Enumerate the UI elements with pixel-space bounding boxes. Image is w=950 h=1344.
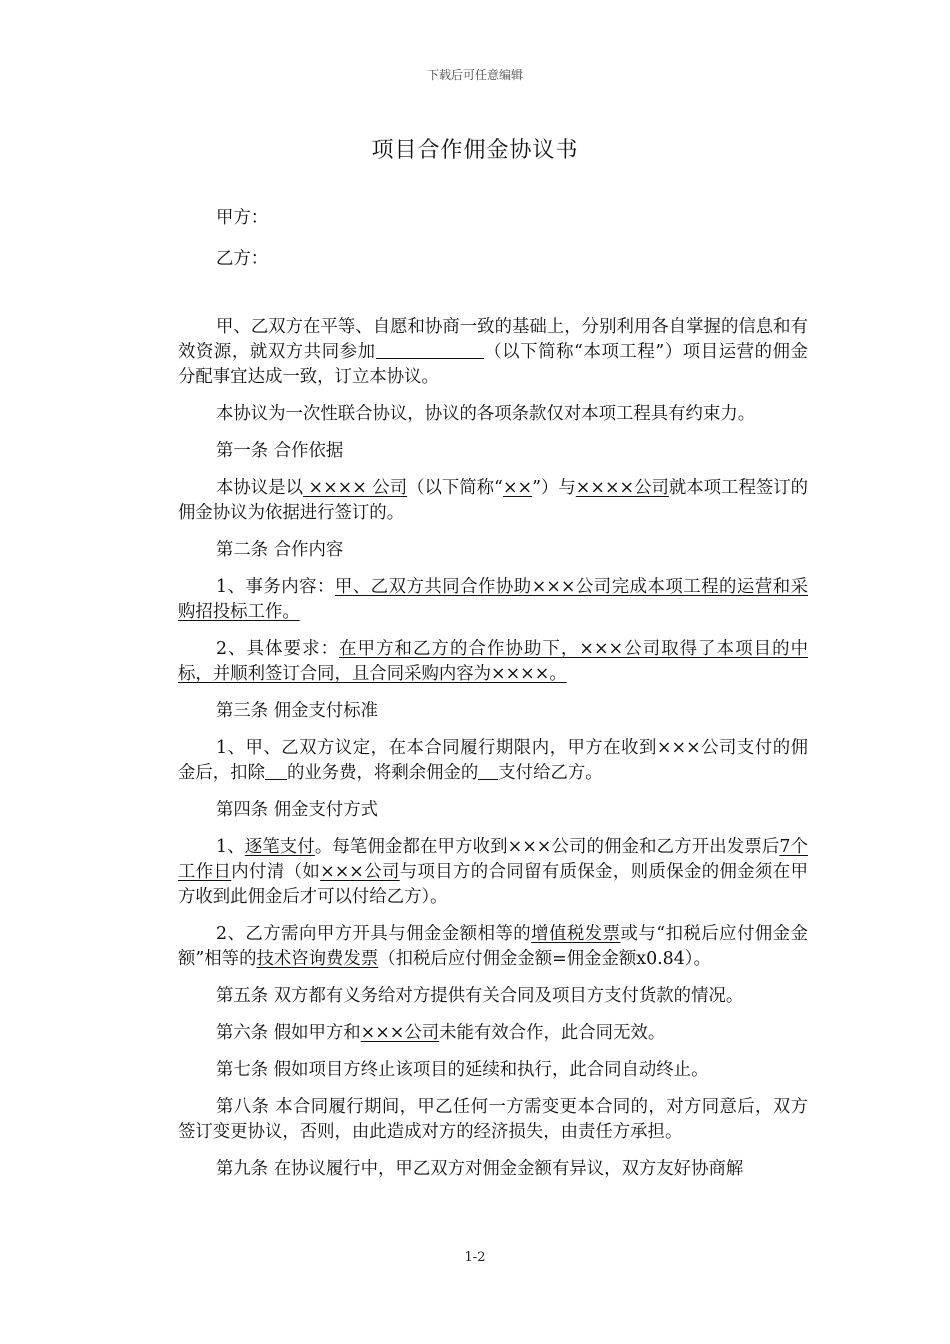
article-3-item-1 [178,736,808,786]
article-7: 第七条 假如项目方终止该项目的延续和执行，此合同自动终止。 [216,1060,709,1080]
art3-text-3: 支付给乙方。 [498,763,603,783]
article-2-heading: 第二条 合作内容 [216,540,344,560]
art4-item1-company: ×××公司 [320,862,400,882]
art4-item1-deadline: 7个工作日 [178,837,808,882]
intro-paragraph [178,315,808,390]
art1-text-2: （以下简称“ [407,478,503,498]
article-2-item-2 [178,637,808,687]
art2-item1-content: 甲、乙双方共同合作协助×××公司完成本项工程的运营和采购招投标工作。 [178,577,808,622]
art1-text-3: ”）与 [532,478,576,498]
project-name-blank [376,340,484,359]
page-header: 下载后可任意编辑 [426,68,523,82]
art4-item2-consulting-invoice: 技术咨询费发票 [256,949,379,969]
share-percent-blank [478,761,498,780]
article-5: 第五条 双方都有义务给对方提供有关合同及项目方支付货款的情况。 [216,986,744,1006]
party-b-label: 乙方： [216,249,269,269]
art1-text-1: 本协议是以 [216,478,303,498]
article-2-item-1 [178,575,808,625]
art1-short-name: ×× [502,478,533,498]
art4-item1-text-3: 内付清（如 [231,862,321,882]
intro-text-1: 甲、乙双方在平等、自愿和协商一致的基础上，分别利用各自掌握的信息和有效资源，就双方共同参加 [178,317,808,362]
article-4-heading: 第四条 佣金支付方式 [216,800,379,820]
art3-text-1: 1、甲、乙双方议定，在本合同履行期限内，甲方在收到×××公司支付的佣金后，扣除 [178,738,808,783]
art4-item1-text-2: 。每笔佣金都在甲方收到×××公司的佣金和乙方开出发票后 [314,837,780,857]
party-a-label: 甲方： [216,208,269,228]
document-body [178,206,808,1194]
article-4-item-1 [178,835,808,910]
article-3-heading: 第三条 佣金支付标准 [216,701,379,721]
art4-item2-text-3: （扣税后应付佣金金额=佣金金额x0.84）。 [378,949,711,969]
article-9: 第九条 在协议履行中，甲乙双方对佣金金额有异议，双方友好协商解 [216,1159,744,1179]
art4-item1-payment-mode: 逐笔支付 [244,837,315,857]
art4-item2-text-2: 或与“扣税后应付佣金金额”相等的 [178,924,808,969]
art1-company-b: ××××公司 [575,478,669,498]
art6-text-2: 未能有效合作，此合同无效。 [439,1023,666,1043]
art1-text-4: 就本项工程签订的佣金协议为依据进行签订的。 [178,478,809,523]
art1-company-a: ×××× 公司 [302,478,408,498]
document-title: 项目合作佣金协议书 [371,138,579,163]
art6-text-1: 第六条 假如甲方和 [216,1023,361,1043]
intro-text-2: （以下简称“本项工程”）项目运营的佣金分配事宜达成一致，订立本协议。 [178,342,808,387]
art4-item2-vat-invoice: 增值税发票 [531,924,621,944]
art2-item2-content: 在甲方和乙方的合作协助下，×××公司取得了本项目的中标，并顺利签订合同，且合同采购内容为××××。 [178,639,808,684]
spacer [178,288,808,315]
article-1-body [178,476,808,526]
art2-item1-label: 1、事务内容： [216,577,335,597]
art4-item1-text-4: 与项目方的合同留有质保金，则质保金的佣金须在甲方收到此佣金后才可以付给乙方）。 [178,862,808,907]
article-1-heading: 第一条 合作依据 [216,441,344,461]
art3-text-2: 的业务费，将剩余佣金的 [286,763,479,783]
art4-item2-text-1: 2、乙方需向甲方开具与佣金金额相等的 [216,924,532,944]
page-number: 1-2 [464,1250,486,1265]
article-4-item-2 [178,922,808,972]
art4-item1-text-1: 1、 [216,837,245,857]
art6-company: ×××公司 [360,1023,440,1043]
onetime-agreement-paragraph: 本协议为一次性联合协议，协议的各项条款仅对本项工程具有约束力。 [216,404,756,424]
art2-item2-label: 2、具体要求： [216,639,340,659]
article-8: 第八条 本合同履行期间，甲乙任何一方需变更本合同的，对方同意后，双方签订变更协议，否则，由此造成对方的经济损失，由责任方承担。 [178,1097,808,1142]
fee-percent-blank [265,761,287,780]
article-6 [178,1021,808,1046]
